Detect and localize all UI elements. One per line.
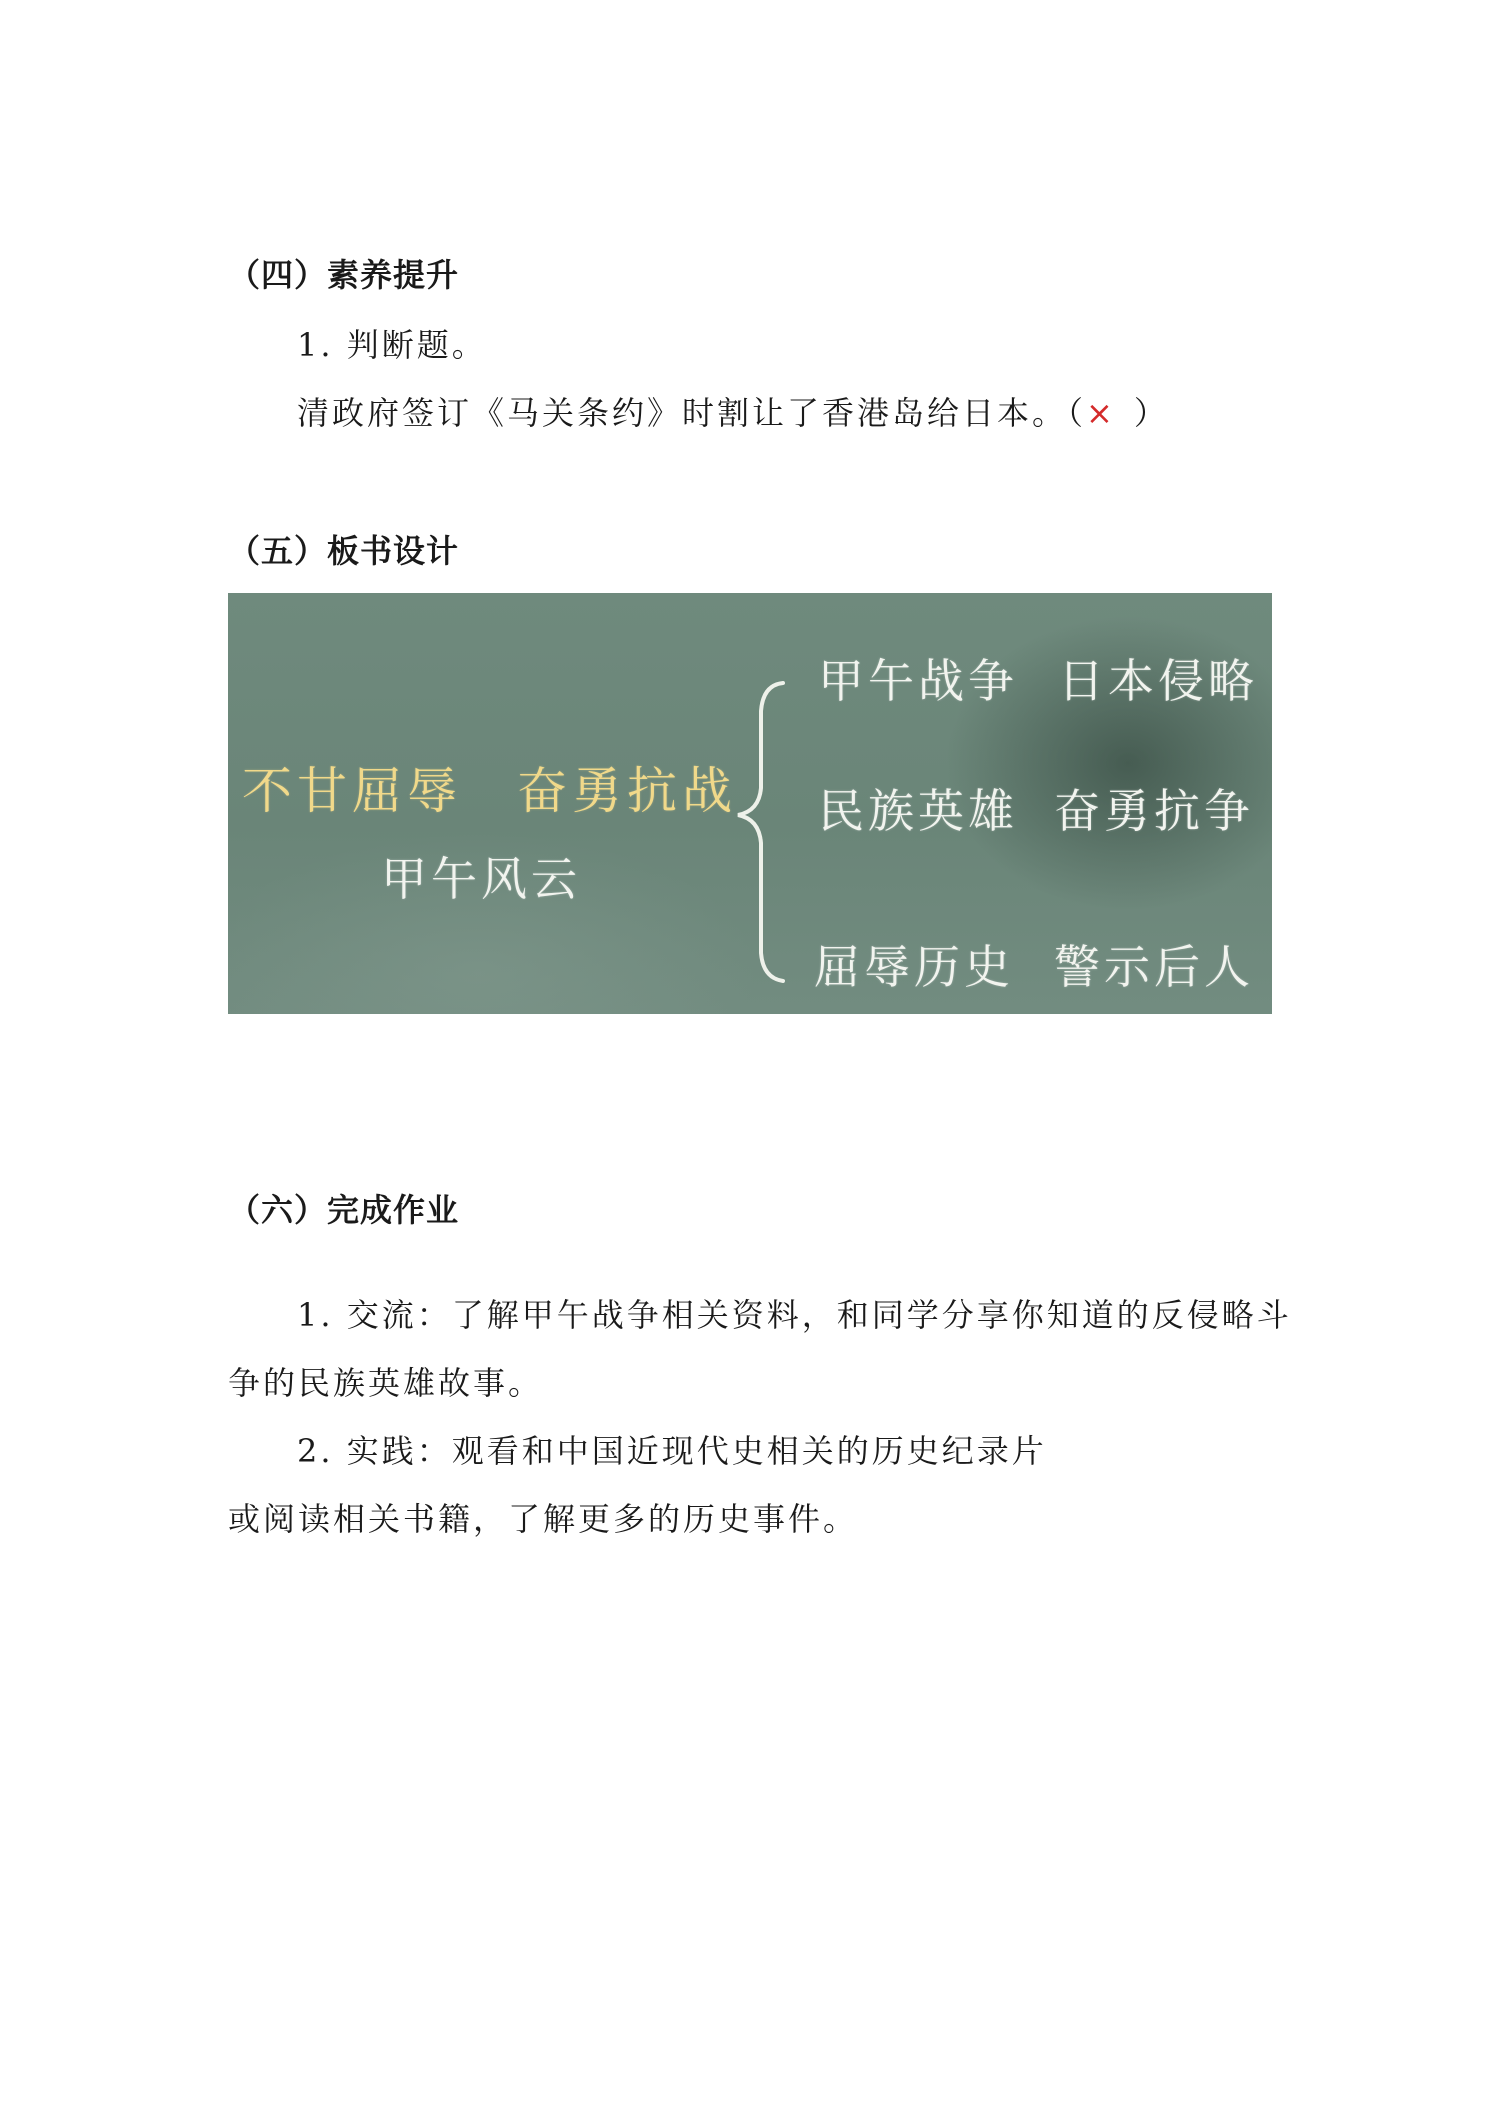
homework-item-1-line-2: 争的民族英雄故事。	[228, 1364, 544, 1402]
wrong-mark-icon: ×	[1086, 394, 1116, 432]
statement-text: 清政府签订《马关条约》时割让了香港岛给日本。（	[297, 394, 1087, 432]
homework-item-2-line-2: 或阅读相关书籍，了解更多的历史事件。	[228, 1500, 859, 1538]
branch-1-right: 日本侵略	[1058, 654, 1258, 708]
section-heading-quality: （四）素养提升	[228, 256, 460, 294]
section-heading-board-design: （五）板书设计	[228, 532, 460, 570]
section-heading-homework: （六）完成作业	[228, 1191, 460, 1229]
branch-3-left: 屈辱历史	[814, 940, 1014, 994]
homework-item-1-line-1: 1. 交流：了解甲午战争相关资料，和同学分享你知道的反侵略斗	[297, 1296, 1292, 1334]
board-title: 不甘屈辱 奋勇抗战	[242, 762, 737, 820]
blackboard	[228, 593, 1272, 1014]
board-subtitle: 甲午风云	[381, 852, 581, 906]
homework-item-2-line-1: 2. 实践：观看和中国近现代史相关的历史纪录片	[297, 1432, 1047, 1470]
statement-close: ）	[1133, 394, 1169, 432]
branch-1-left: 甲午战争	[818, 654, 1018, 708]
true-false-statement	[297, 388, 1169, 434]
branch-2-left: 民族英雄	[818, 784, 1018, 838]
branch-3-right: 警示后人	[1054, 940, 1254, 994]
branch-2-right: 奋勇抗争	[1054, 784, 1254, 838]
question-label: 1. 判断题。	[297, 326, 487, 364]
